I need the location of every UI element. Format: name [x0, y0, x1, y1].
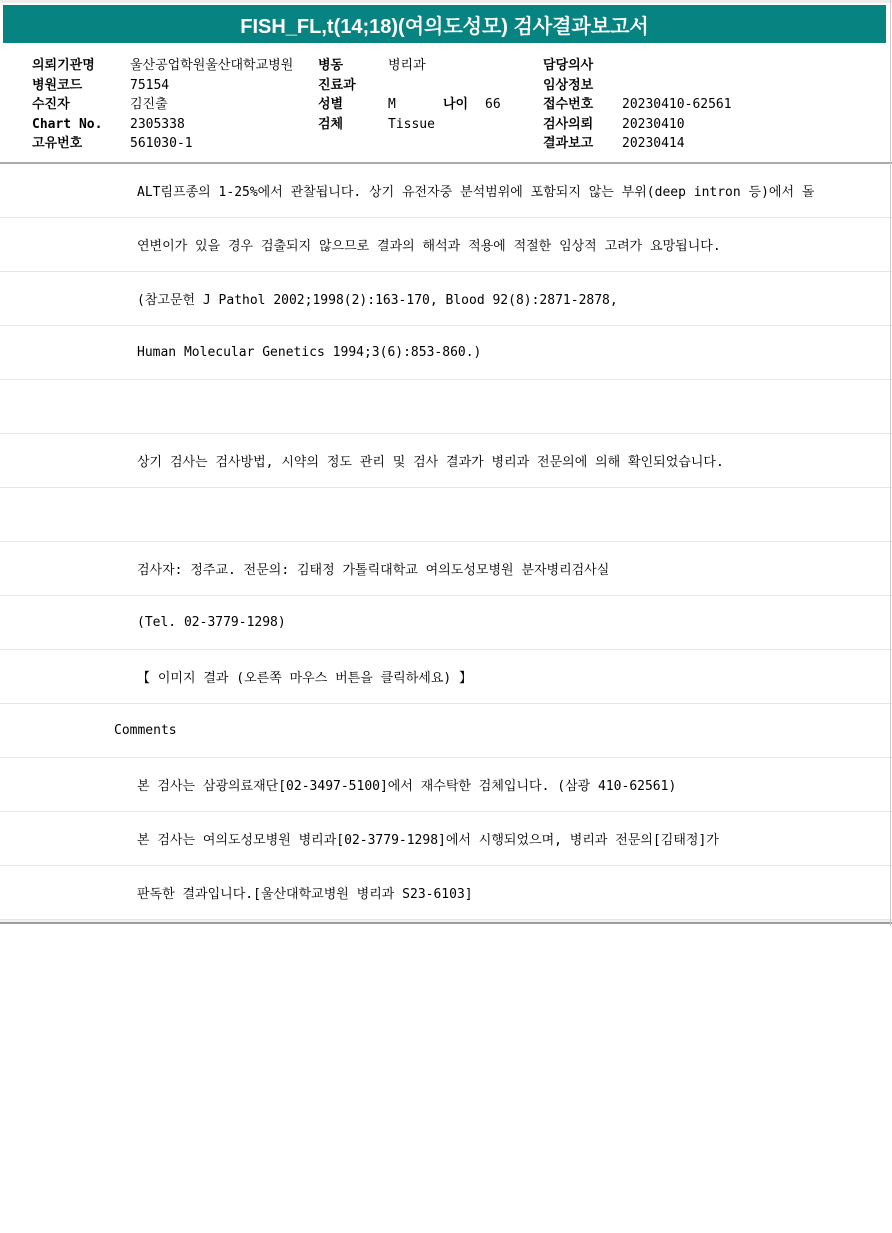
report-row-text: 본 검사는 여의도성모병원 병리과[02-3779-1298]에서 시행되었으며, 병리과 전문의[김태정]가	[137, 833, 719, 848]
field-label-requesting-institution: 의뢰기관명	[32, 58, 95, 73]
report-row-empty	[0, 488, 892, 542]
field-value-sex: M	[388, 97, 396, 112]
field-label-attending-doctor: 담당의사	[543, 58, 594, 73]
field-value-specimen: Tissue	[388, 116, 435, 132]
patient-info-section	[0, 43, 892, 164]
field-label-age: 나이	[443, 97, 469, 112]
patient-info-row	[0, 76, 892, 96]
patient-info-row	[0, 134, 892, 154]
field-label-unique-number: 고유번호	[32, 136, 83, 151]
field-label-test-requested: 검사의뢰	[543, 116, 594, 132]
field-label-chart-no: Chart No.	[32, 116, 103, 132]
report-row-image-result[interactable]	[0, 650, 892, 704]
report-row	[0, 542, 892, 596]
field-label-result-reported: 결과보고	[543, 136, 594, 151]
report-row-text: 본 검사는 삼광의료재단[02-3497-5100]에서 재수탁한 검체입니다. (삼광 410-62561)	[137, 779, 677, 794]
section-end-divider	[0, 920, 892, 924]
field-value-hospital-code: 75154	[130, 77, 170, 93]
image-result-link[interactable]: 【 이미지 결과 (오른쪽 마우스 버튼을 클릭하세요) 】	[137, 671, 473, 686]
field-value-receipt-number: 20230410-62561	[622, 97, 732, 112]
report-body	[0, 164, 892, 920]
report-title: FISH_FL,t(14;18)(여의도성모) 검사결과보고서	[240, 15, 649, 38]
report-row-text: 검사자: 정주교. 전문의: 김태정 가톨릭대학교 여의도성모병원 분자병리검사실	[137, 563, 610, 578]
report-row-comments-header	[0, 704, 892, 758]
report-row	[0, 758, 892, 812]
field-label-department: 진료과	[318, 77, 356, 93]
field-value-chart-no: 2305338	[130, 116, 185, 132]
field-label-clinical-info: 임상정보	[543, 77, 594, 93]
comments-label: Comments	[114, 723, 177, 738]
field-value-ward: 병리과	[388, 58, 426, 73]
patient-info-row	[0, 115, 892, 135]
report-row-text: 판독한 결과입니다.[울산대학교병원 병리과 S23-6103]	[137, 887, 473, 902]
field-value-requesting-institution: 울산공업학원울산대학교병원	[130, 58, 294, 73]
report-row-text: Human Molecular Genetics 1994;3(6):853-860.)	[137, 345, 482, 360]
report-row	[0, 812, 892, 866]
field-value-test-requested: 20230410	[622, 116, 685, 132]
field-label-specimen: 검체	[318, 116, 344, 132]
field-value-result-reported: 20230414	[622, 136, 685, 151]
report-row	[0, 866, 892, 920]
report-row	[0, 326, 892, 380]
report-row-text: 상기 검사는 검사방법, 시약의 정도 관리 및 검사 결과가 병리과 전문의에 의해 확인되었습니다.	[137, 455, 724, 470]
field-value-unique-number: 561030-1	[130, 136, 193, 151]
field-value-age: 66	[485, 97, 501, 112]
report-row-text: 연변이가 있을 경우 검출되지 않으므로 결과의 해석과 적용에 적절한 임상적 고려가 요망됩니다.	[137, 239, 721, 254]
patient-info-row	[0, 95, 892, 115]
report-title-bar	[3, 5, 886, 43]
field-value-patient-name: 김진출	[130, 97, 168, 112]
page-right-border	[890, 0, 891, 926]
report-row	[0, 434, 892, 488]
patient-info-row	[0, 56, 892, 76]
report-row-text: (참고문헌 J Pathol 2002;1998(2):163-170, Blood 92(8):2871-2878,	[137, 293, 618, 308]
report-row-text: (Tel. 02-3779-1298)	[137, 615, 286, 630]
report-row	[0, 596, 892, 650]
report-row-text: ALT림프종의 1-25%에서 관찰됩니다. 상기 유전자중 분석범위에 포함되지 않는 부위(deep intron 등)에서 돌	[137, 185, 815, 200]
report-row	[0, 218, 892, 272]
field-label-ward: 병동	[318, 58, 344, 73]
report-row-empty	[0, 380, 892, 434]
field-label-receipt-number: 접수번호	[543, 97, 594, 112]
field-label-patient-name: 수진자	[32, 97, 70, 112]
report-row	[0, 164, 892, 218]
report-row	[0, 272, 892, 326]
field-label-sex: 성별	[318, 97, 344, 112]
field-label-hospital-code: 병원코드	[32, 77, 83, 93]
